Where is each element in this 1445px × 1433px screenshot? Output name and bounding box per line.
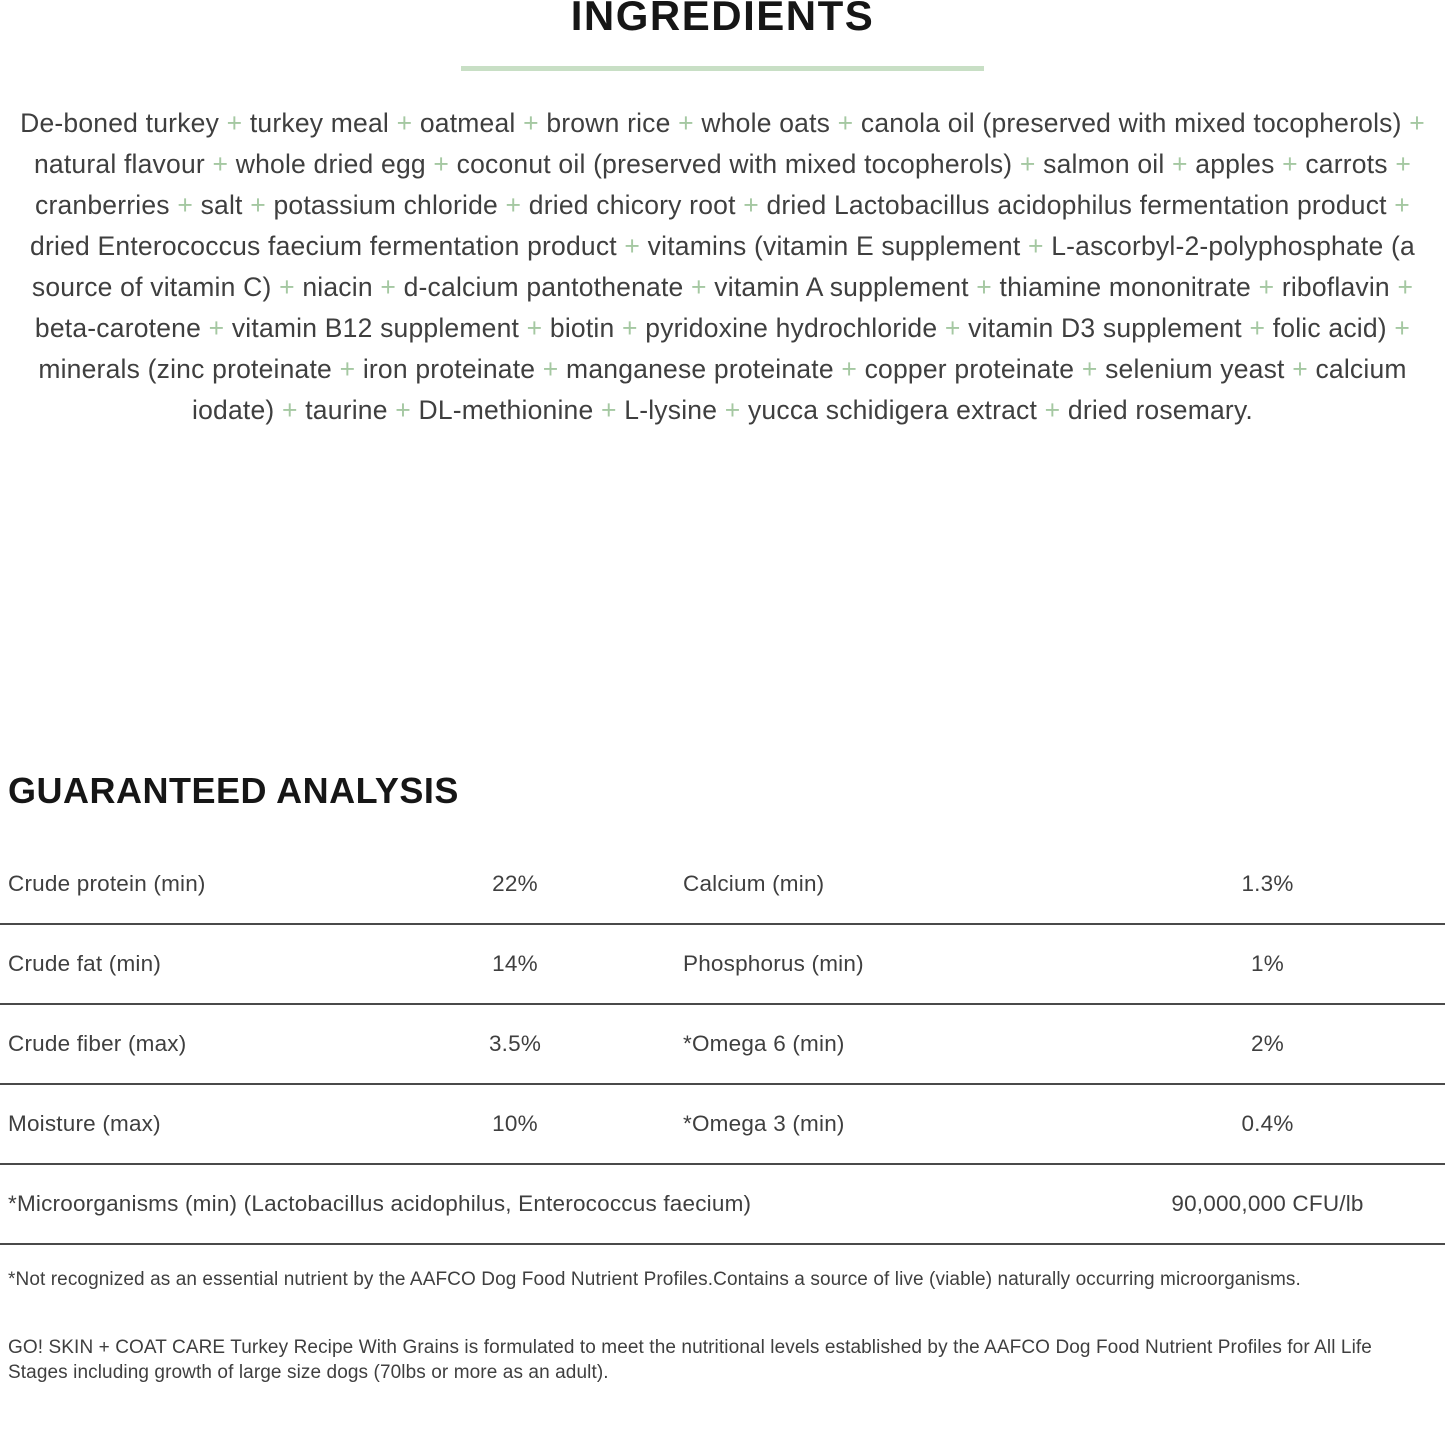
- nutrient-value: 1.3%: [1241, 871, 1294, 896]
- plus-separator: +: [1387, 149, 1411, 179]
- plus-separator: +: [1284, 354, 1316, 384]
- plus-separator: +: [387, 395, 419, 425]
- ingredient-item: salt: [200, 190, 243, 220]
- ingredient-item: apples: [1195, 149, 1275, 179]
- ingredient-item: pyridoxine hydrochloride: [645, 313, 938, 343]
- ingredient-item: dried Lactobacillus acidophilus fermentation product: [766, 190, 1387, 220]
- ingredients-title: INGREDIENTS: [570, 0, 875, 39]
- nutrient-label: Crude fiber (max): [8, 1031, 187, 1056]
- plus-separator: +: [389, 108, 420, 138]
- ingredient-item: vitamins (vitamin E supplement: [647, 231, 1021, 261]
- ingredient-item: calcium iodate): [191, 354, 1407, 425]
- nutrient-value: 2%: [1251, 1031, 1284, 1056]
- plus-separator: +: [683, 272, 715, 302]
- plus-separator: +: [1389, 272, 1414, 302]
- ingredient-item: vitamin D3 supplement: [968, 313, 1242, 343]
- ingredient-item: DL-methionine: [418, 395, 594, 425]
- plus-separator: +: [519, 313, 550, 343]
- ingredient-item: potassium chloride: [273, 190, 498, 220]
- nutrient-label: Moisture (max): [8, 1111, 161, 1136]
- plus-separator: +: [593, 395, 625, 425]
- analysis-row: [0, 1005, 1445, 1085]
- plus-separator: +: [497, 190, 529, 220]
- plus-separator: +: [616, 231, 648, 261]
- ingredient-item: d-calcium pantothenate: [403, 272, 684, 302]
- ingredient-item: taurine: [305, 395, 388, 425]
- analysis-row: [0, 845, 1445, 925]
- aafco-statement: GO! SKIN + COAT CARE Turkey Recipe With Grains is formulated to meet the nutritional levels established by the AAFCO Dog Food Nutrient Profiles for All Life Stages including growth of large size dogs (70lbs or more as an adult).: [8, 1337, 1372, 1383]
- guaranteed-analysis-title: GUARANTEED ANALYSIS: [8, 770, 459, 811]
- nutrient-label: *Microorganisms (min) (Lactobacillus acidophilus, Enterococcus faecium): [8, 1191, 752, 1216]
- ingredient-item: whole oats: [701, 108, 831, 138]
- nutrient-value: 1%: [1251, 951, 1284, 976]
- plus-separator: +: [515, 108, 547, 138]
- plus-separator: +: [204, 149, 236, 179]
- ingredient-item: cranberries: [35, 190, 170, 220]
- plus-separator: +: [1012, 149, 1044, 179]
- plus-separator: +: [535, 354, 567, 384]
- plus-separator: +: [1037, 395, 1068, 425]
- plus-separator: +: [717, 395, 748, 425]
- ingredient-item: salmon oil: [1043, 149, 1165, 179]
- plus-separator: +: [271, 272, 303, 302]
- nutrient-value: 14%: [492, 951, 538, 976]
- guaranteed-analysis-table: [0, 845, 1445, 1245]
- plus-separator: +: [425, 149, 457, 179]
- nutrient-label: Crude protein (min): [8, 871, 206, 896]
- plus-separator: +: [242, 190, 274, 220]
- analysis-row: [0, 1085, 1445, 1165]
- plus-separator: +: [1401, 108, 1425, 138]
- ingredient-item: minerals (zinc proteinate: [38, 354, 332, 384]
- plus-separator: +: [833, 354, 865, 384]
- ingredient-item: oatmeal: [419, 108, 516, 138]
- plus-separator: +: [169, 190, 201, 220]
- ingredient-item: thiamine mononitrate: [999, 272, 1251, 302]
- plus-separator: +: [1386, 190, 1410, 220]
- ingredient-item: brown rice: [546, 108, 671, 138]
- ingredient-item: De-boned turkey: [20, 108, 220, 138]
- ingredient-item: copper proteinate: [864, 354, 1075, 384]
- plus-separator: +: [1274, 149, 1306, 179]
- guaranteed-analysis-section: [0, 771, 1445, 1245]
- nutrient-label: *Omega 3 (min): [683, 1111, 845, 1136]
- ingredient-item: turkey meal: [249, 108, 390, 138]
- ingredient-item: vitamin A supplement: [714, 272, 969, 302]
- plus-separator: +: [1020, 231, 1052, 261]
- ingredient-item: riboflavin: [1281, 272, 1390, 302]
- ingredient-item: carrots: [1305, 149, 1388, 179]
- ingredient-item: L-ascorbyl-2-polyphosphate (a source of vitamin C): [31, 231, 1415, 302]
- ingredient-item: coconut oil (preserved with mixed tocopherols): [456, 149, 1013, 179]
- ingredient-item: folic acid): [1272, 313, 1387, 343]
- ingredient-item: iron proteinate: [362, 354, 536, 384]
- ingredient-item: whole dried egg: [235, 149, 426, 179]
- asterisk-footnote: *Not recognized as an essential nutrient by the AAFCO Dog Food Nutrient Profiles.Contains a source of live (viable) naturally occurring microorganisms.: [8, 1269, 1301, 1290]
- nutrient-label: *Omega 6 (min): [683, 1031, 845, 1056]
- ingredient-item: dried rosemary.: [1067, 395, 1253, 425]
- nutrient-label: Calcium (min): [683, 871, 825, 896]
- plus-separator: +: [614, 313, 646, 343]
- plus-separator: +: [1251, 272, 1282, 302]
- analysis-row-microorganisms: [0, 1165, 1445, 1245]
- plus-separator: +: [332, 354, 363, 384]
- plus-separator: +: [968, 272, 1000, 302]
- green-underline-rule: [461, 66, 984, 71]
- nutrient-value: 0.4%: [1241, 1111, 1294, 1136]
- nutrient-value: 10%: [492, 1111, 538, 1136]
- ingredient-item: vitamin B12 supplement: [231, 313, 520, 343]
- plus-separator: +: [372, 272, 404, 302]
- plus-separator: +: [937, 313, 969, 343]
- ingredient-item: biotin: [549, 313, 615, 343]
- ingredient-item: beta-carotene: [34, 313, 202, 343]
- plus-separator: +: [670, 108, 702, 138]
- nutrient-label: Crude fat (min): [8, 951, 162, 976]
- analysis-row: [0, 925, 1445, 1005]
- ingredient-item: L-lysine: [624, 395, 718, 425]
- ingredients-section: [0, 0, 1445, 431]
- ingredient-item: dried chicory root: [528, 190, 736, 220]
- plus-separator: +: [830, 108, 861, 138]
- plus-separator: +: [201, 313, 232, 343]
- plus-separator: +: [219, 108, 250, 138]
- ingredient-item: yucca schidigera extract: [747, 395, 1038, 425]
- nutrient-value: 22%: [492, 871, 538, 896]
- plus-separator: +: [1386, 313, 1411, 343]
- plus-separator: +: [735, 190, 767, 220]
- plus-separator: +: [1164, 149, 1196, 179]
- nutrient-value: 90,000,000 CFU/lb: [1171, 1191, 1364, 1216]
- ingredients-list: [0, 103, 1445, 431]
- ingredient-item: manganese proteinate: [566, 354, 834, 384]
- nutrient-value: 3.5%: [488, 1031, 542, 1056]
- ingredient-item: natural flavour: [33, 149, 205, 179]
- ingredient-item: canola oil (preserved with mixed tocopherols): [860, 108, 1402, 138]
- plus-separator: +: [1241, 313, 1273, 343]
- nutrient-label: Phosphorus (min): [683, 951, 864, 976]
- plus-separator: +: [1074, 354, 1106, 384]
- ingredient-item: dried Enterococcus faecium fermentation product: [30, 231, 617, 261]
- ingredient-item: niacin: [302, 272, 373, 302]
- plus-separator: +: [274, 395, 306, 425]
- ingredient-item: selenium yeast: [1105, 354, 1285, 384]
